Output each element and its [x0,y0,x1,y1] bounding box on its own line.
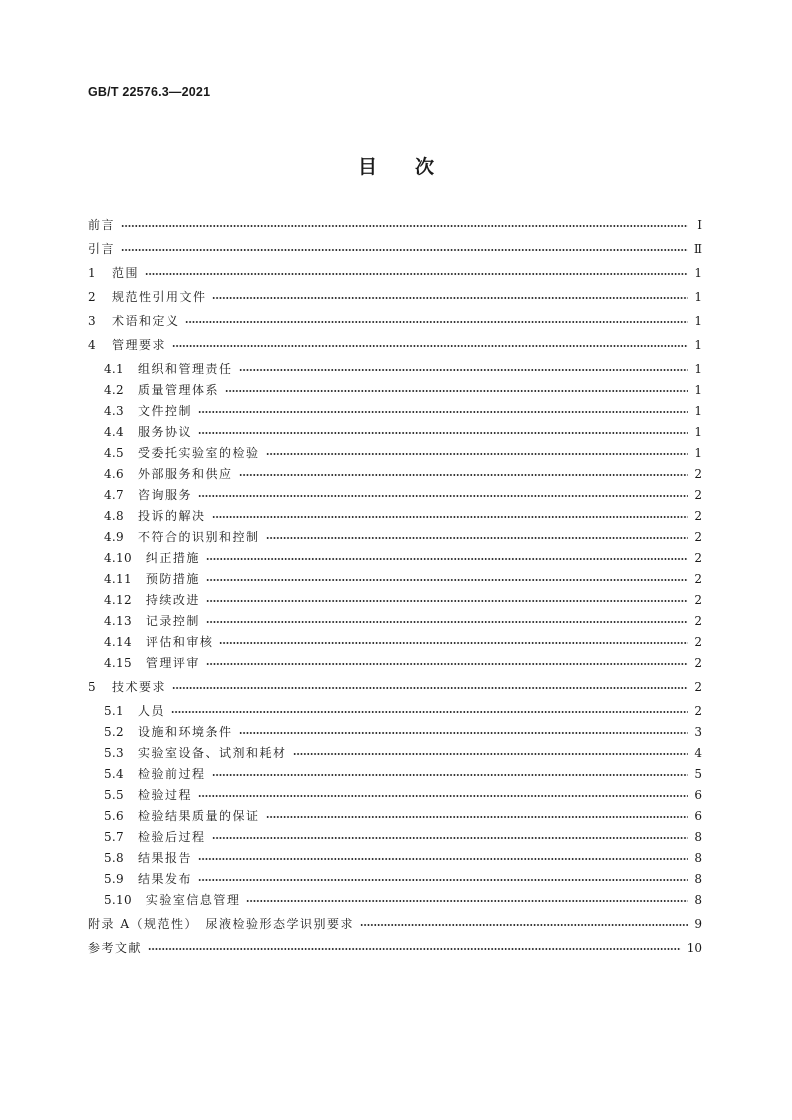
toc-entry-title: 附录 A（规范性） 尿液检验形态学识别要求 [88,917,354,931]
toc-entry-page: 2 [694,509,702,523]
toc-entry-title: 管理评审 [145,656,200,670]
toc-entry-page: 1 [694,290,702,304]
standard-number: GB/T 22576.3—2021 [88,85,211,99]
toc-entry-title: 文件控制 [137,404,192,418]
toc-entry-title: 纠正措施 [145,551,200,565]
toc-entry-page: 2 [694,488,702,502]
toc-leader-dots [212,515,689,519]
toc-leader-dots [246,899,688,903]
toc-entry-page: 6 [694,788,702,802]
toc-entry-title: 组织和管理责任 [137,362,233,376]
toc-entry-title: 结果报告 [137,851,192,865]
toc-leader-dots [198,878,688,882]
toc-leader-dots [239,368,689,372]
toc-entry [88,548,702,569]
page-title: 目 次 [357,156,434,178]
toc-entry-page: 8 [694,872,702,886]
toc-entry-number: 5.3 [104,746,124,760]
toc-entry [88,359,702,380]
toc-entry-page: 2 [694,467,702,481]
toc-entry [88,827,702,848]
toc-entry [88,335,702,356]
toc-entry-title: 范围 [111,266,139,280]
toc-entry [88,890,702,911]
toc-entry-number: 5.9 [104,872,124,886]
toc-entry-title: 持续改进 [145,593,200,607]
toc-entry-title: 检验前过程 [137,767,206,781]
toc-entry [88,590,702,611]
toc-leader-dots [206,578,688,582]
toc-entry-title: 检验过程 [137,788,192,802]
toc-entry-number: 4.10 [104,551,132,565]
toc-entry [88,506,702,527]
toc-entry-page: 2 [694,551,702,565]
toc-entry [88,938,702,959]
toc-entry [88,632,702,653]
toc-entry-title: 预防措施 [145,572,200,586]
toc-entry-number: 4.8 [104,509,124,523]
table-of-contents [88,212,702,962]
toc-entry-page: 2 [694,656,702,670]
toc-entry-title: 人员 [137,704,165,718]
toc-leader-dots [198,431,688,435]
toc-entry-page: Ⅰ [697,218,702,232]
toc-leader-dots [145,272,688,276]
toc-entry-page: 2 [694,572,702,586]
toc-leader-dots [198,494,688,498]
toc-entry [88,311,702,332]
toc-entry-title: 前言 [88,218,116,232]
toc-entry [88,611,702,632]
toc-entry-page: 2 [694,530,702,544]
toc-entry-title: 投诉的解决 [137,509,206,523]
toc-leader-dots [212,836,689,840]
toc-entry-number: 5.7 [104,830,124,844]
toc-entry-title: 外部服务和供应 [137,467,233,481]
toc-entry-number: 4.1 [104,362,124,376]
toc-entry [88,380,702,401]
toc-leader-dots [360,923,688,927]
toc-leader-dots [266,452,689,456]
toc-entry-page: 2 [694,614,702,628]
toc-entry-page: 1 [694,383,702,397]
toc-entry-number: 5.8 [104,851,124,865]
toc-entry [88,764,702,785]
toc-entry-number: 4.9 [104,530,124,544]
toc-entry-number: 3 [88,314,96,328]
toc-entry-page: 6 [694,809,702,823]
toc-entry-title: 技术要求 [111,680,166,694]
toc-entry-page: 3 [694,725,702,739]
toc-entry-title: 设施和环境条件 [137,725,233,739]
toc-entry-title: 检验结果质量的保证 [137,809,260,823]
toc-entry-title: 术语和定义 [111,314,180,328]
toc-entry [88,215,702,236]
toc-entry-number: 4.2 [104,383,124,397]
toc-entry [88,914,702,935]
toc-entry-title: 实验室设备、试剂和耗材 [137,746,287,760]
toc-entry-page: 10 [686,941,702,955]
toc-entry-title: 检验后过程 [137,830,206,844]
toc-entry [88,527,702,548]
toc-entry-number: 2 [88,290,96,304]
toc-entry-number: 4.11 [104,572,132,586]
toc-leader-dots [239,731,689,735]
toc-entry [88,239,702,260]
toc-entry [88,653,702,674]
toc-leader-dots [171,710,688,714]
toc-entry-page: 2 [694,635,702,649]
toc-entry-number: 5.1 [104,704,124,718]
toc-leader-dots [198,857,688,861]
toc-entry-number: 4.12 [104,593,132,607]
toc-entry-number: 4.15 [104,656,132,670]
toc-leader-dots [198,794,688,798]
toc-leader-dots [121,224,688,228]
toc-entry-page: 1 [694,446,702,460]
toc-entry-number: 1 [88,266,96,280]
toc-leader-dots [148,947,681,951]
toc-leader-dots [185,320,688,324]
toc-entry [88,677,702,698]
toc-leader-dots [225,389,688,393]
toc-leader-dots [266,815,689,819]
toc-entry-number: 5.10 [104,893,132,907]
toc-entry-number: 4.13 [104,614,132,628]
toc-entry [88,848,702,869]
toc-leader-dots [206,620,688,624]
toc-leader-dots [206,662,688,666]
toc-entry-number: 5.4 [104,767,124,781]
toc-leader-dots [198,410,688,414]
toc-entry [88,785,702,806]
toc-entry-number: 5 [88,680,96,694]
toc-entry [88,569,702,590]
toc-leader-dots [266,536,689,540]
toc-entry-title: 咨询服务 [137,488,192,502]
toc-entry [88,287,702,308]
toc-entry-number: 5.2 [104,725,124,739]
toc-leader-dots [121,248,688,252]
toc-entry-page: 9 [694,917,702,931]
toc-entry-title: 结果发布 [137,872,192,886]
toc-entry [88,443,702,464]
toc-entry-page: 1 [694,314,702,328]
toc-entry-title: 实验室信息管理 [145,893,241,907]
toc-entry [88,485,702,506]
toc-leader-dots [212,773,689,777]
toc-entry-title: 记录控制 [145,614,200,628]
toc-entry [88,263,702,284]
toc-entry-title: 服务协议 [137,425,192,439]
toc-entry-page: Ⅱ [693,242,702,256]
toc-entry [88,422,702,443]
toc-entry-page: 4 [694,746,702,760]
toc-entry-page: 8 [694,851,702,865]
toc-entry-page: 1 [694,338,702,352]
toc-entry-page: 8 [694,830,702,844]
toc-entry [88,743,702,764]
toc-entry-page: 2 [694,593,702,607]
toc-entry [88,401,702,422]
toc-entry-page: 2 [694,704,702,718]
toc-entry-title: 参考文献 [88,941,143,955]
toc-entry-page: 1 [694,425,702,439]
toc-entry-number: 4 [88,338,96,352]
toc-leader-dots [206,557,688,561]
toc-entry-page: 2 [694,680,702,694]
toc-entry [88,464,702,485]
toc-entry-page: 8 [694,893,702,907]
toc-entry-title: 评估和审核 [145,635,214,649]
toc-entry-number: 4.5 [104,446,124,460]
toc-entry [88,869,702,890]
toc-entry-number: 4.6 [104,467,124,481]
toc-entry-title: 规范性引用文件 [111,290,207,304]
toc-entry-number: 5.5 [104,788,124,802]
toc-entry-page: 1 [694,404,702,418]
toc-leader-dots [172,344,688,348]
toc-entry-number: 4.14 [104,635,132,649]
toc-entry-title: 管理要求 [111,338,166,352]
toc-entry-number: 4.7 [104,488,124,502]
toc-entry [88,722,702,743]
toc-entry [88,806,702,827]
toc-entry-title: 受委托实验室的检验 [137,446,260,460]
toc-entry-number: 5.6 [104,809,124,823]
toc-leader-dots [219,641,688,645]
toc-entry [88,701,702,722]
toc-entry-title: 质量管理体系 [137,383,219,397]
toc-leader-dots [206,599,688,603]
toc-entry-page: 1 [694,362,702,376]
toc-entry-title: 引言 [88,242,116,256]
toc-leader-dots [172,686,688,690]
toc-entry-number: 4.4 [104,425,124,439]
toc-leader-dots [293,752,689,756]
toc-entry-number: 4.3 [104,404,124,418]
toc-leader-dots [212,296,688,300]
toc-leader-dots [239,473,689,477]
toc-entry-page: 1 [694,266,702,280]
toc-entry-page: 5 [694,767,702,781]
toc-entry-title: 不符合的识别和控制 [137,530,260,544]
